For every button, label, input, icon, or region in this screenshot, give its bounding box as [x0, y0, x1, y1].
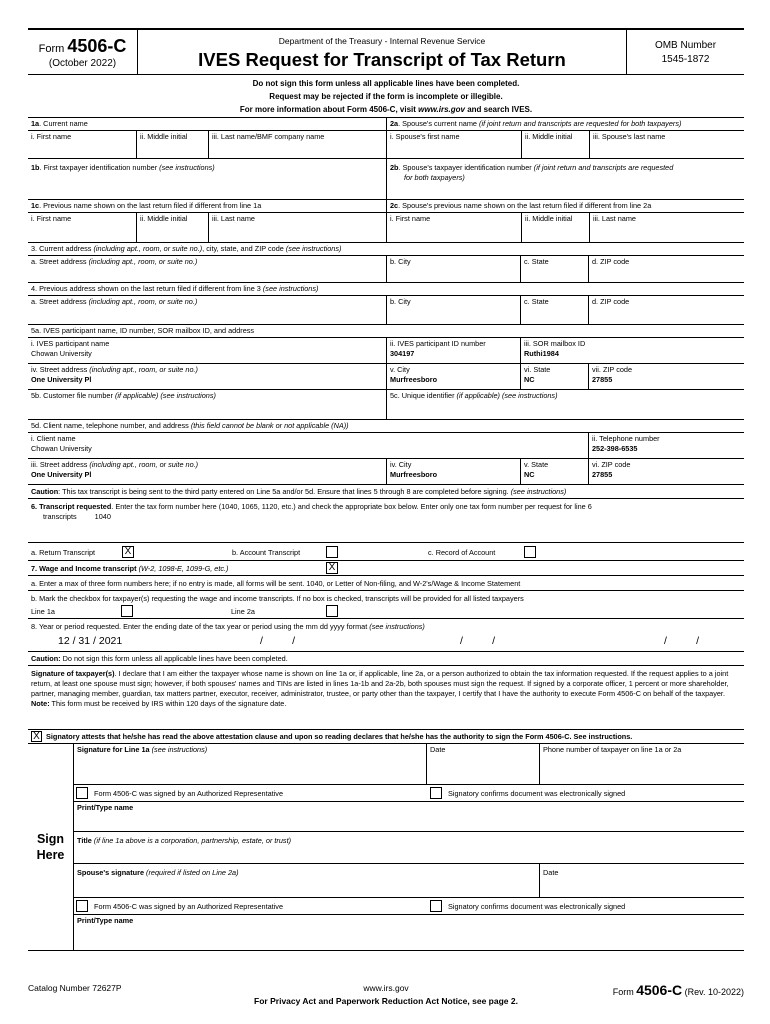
- ives-state-field[interactable]: vi. State NC: [520, 364, 588, 389]
- spouse-signature-field[interactable]: Spouse's signature (required if listed on Line 2a): [77, 868, 239, 877]
- line-2a-label: Line 2a: [231, 607, 255, 616]
- spouse-tin-field[interactable]: 2b. Spouse's taxpayer identification number (if joint return and transcripts are requested for both taxpayers): [386, 159, 744, 199]
- current-zip-field[interactable]: d. ZIP code: [588, 256, 744, 282]
- section-2c: [386, 200, 744, 242]
- title-field[interactable]: Title (if line 1a above is a corporation, partnership, estate, or trust): [74, 832, 744, 864]
- account-transcript-checkbox[interactable]: [326, 546, 338, 558]
- record-of-account-label: c. Record of Account: [428, 548, 496, 557]
- electronic-sign-label: Signatory confirms document was electronically signed: [448, 789, 626, 798]
- section-1c-2c: [28, 200, 744, 243]
- section-7b-label: b. Mark the checkbox for taxpayer(s) requesting the wage and income transcripts. If no box is checked, transcripts will be provided for all listed taxpayers: [31, 594, 524, 603]
- wage-income-checkbox[interactable]: X: [326, 562, 338, 574]
- record-of-account-checkbox[interactable]: [524, 546, 536, 558]
- period-1-field[interactable]: 12 / 31 / 2021: [58, 635, 123, 647]
- section-3-label: 3. Current address (including apt., room, or suite no.), city, state, and ZIP code (see instructions): [31, 244, 342, 253]
- previous-street-field[interactable]: a. Street address (including apt., room, or suite no.): [31, 297, 198, 306]
- section-2a-label: 2a. Spouse's current name (if joint return and transcripts are requested for both taxpayers): [390, 119, 682, 128]
- omb-box: [626, 30, 744, 74]
- account-transcript-label: b. Account Transcript: [232, 548, 301, 557]
- note-line-1: Do not sign this form unless all applicable lines have been completed.: [252, 79, 520, 88]
- section-4-label: 4. Previous address shown on the last return filed if different from line 3 (see instructions): [31, 284, 319, 293]
- period-3-field[interactable]: / /: [460, 635, 496, 647]
- ives-participant-id-field[interactable]: ii. IVES participant ID number 304197: [386, 338, 520, 363]
- taxpayer-phone-field[interactable]: Phone number of taxpayer on line 1a or 2a: [539, 744, 744, 784]
- current-middle-initial-field[interactable]: ii. Middle initial: [136, 131, 208, 158]
- tax-form-number-field[interactable]: 1040: [94, 512, 111, 521]
- unique-identifier-field[interactable]: 5c. Unique identifier (if applicable) (see instructions): [386, 390, 744, 419]
- previous-city-field[interactable]: b. City: [386, 296, 520, 324]
- omb-label: OMB Number: [654, 40, 717, 51]
- first-tin-field[interactable]: 1b. First taxpayer identification number (see instructions): [31, 163, 215, 172]
- client-state-field[interactable]: v. State NC: [520, 459, 588, 484]
- signature-date-field[interactable]: Date: [426, 744, 539, 784]
- form-title: IVES Request for Transcript of Tax Return: [198, 49, 566, 70]
- section-2c-label: 2c. Spouse's previous name shown on the last return filed if different from line 2a: [390, 201, 652, 210]
- section-6: 6. Transcript requested. Enter the tax form number here (1040, 1065, 1120, etc.) and check the appropriate box below. Enter only one tax form number per request for line 6 transcripts 1040: [28, 499, 744, 543]
- section-1a-label: 1a. Current name: [31, 119, 88, 128]
- section-1b-2b: [28, 159, 744, 200]
- ives-city-field[interactable]: v. City Murfreesboro: [386, 364, 520, 389]
- section-7: [28, 561, 744, 576]
- attestation-text: Signature of taxpayer(s). I declare that I am either the taxpayer whose name is shown on line 1a or, if applicable, line 2a, or a person authorized to obtain the tax information requested. If the request applies to a joint return, at least one spouse must sign; however, if both spouses' names and TINs are listed in lines 1a-1b and 2a-2b, both spouses must sign the request. If signed by a corporate officer, 1 percent or more shareholder, partner, managing member, guardian, tax matters partner, executor, receiver, administrator, trustee, or party other than the taxpayer, I certify that I have the authority to execute Form 4506-C on behalf of the taxpayer. Note: This form must be received by IRS within 120 days of the signature date.: [28, 666, 744, 730]
- current-state-field[interactable]: c. State: [520, 256, 588, 282]
- form-word: Form: [38, 43, 65, 55]
- caution-transcript: Caution: This tax transcript is being sent to the third party entered on Line 5a and/or 5d. Ensure that lines 5 through 8 are completed before signing. (see instructions): [28, 485, 744, 499]
- auth-rep-label: Form 4506-C was signed by an Authorized Representative: [94, 789, 284, 798]
- section-1c: [28, 200, 386, 242]
- electronic-sign-label-2: Signatory confirms document was electronically signed: [448, 902, 626, 911]
- line-1a-label: Line 1a: [31, 607, 55, 616]
- signatory-attest-checkbox[interactable]: X: [31, 731, 42, 742]
- form-title-box: [138, 30, 626, 74]
- period-2-field[interactable]: / /: [260, 635, 296, 647]
- spouse-previous-middle-initial-field[interactable]: ii. Middle initial: [521, 213, 589, 242]
- signatory-attest-label: Signatory attests that he/she has read the above attestation clause and upon so reading declares that he/she has the authority to sign the Form 4506-C. See instructions.: [46, 732, 633, 741]
- return-transcript-label: a. Return Transcript: [31, 548, 96, 557]
- section-7a: a. Enter a max of three form numbers here; if no entry is made, all forms will be sent. 1040, or Letter of Non-filing, and W-2's/Wage & Income Statement: [28, 576, 744, 591]
- section-2a: [386, 118, 744, 158]
- privacy-notice: For Privacy Act and Paperwork Reduction Act Notice, see page 2.: [254, 996, 518, 1006]
- section-7b: [28, 591, 744, 619]
- section-1a-2a: [28, 118, 744, 159]
- irs-url: www.irs.gov: [363, 983, 409, 993]
- previous-zip-field[interactable]: d. ZIP code: [588, 296, 744, 324]
- sor-mailbox-field[interactable]: iii. SOR mailbox ID Ruthi1984: [520, 338, 744, 363]
- caution-signing: Caution: Do not sign this form unless all applicable lines have been completed.: [28, 652, 744, 666]
- sign-fields: [74, 744, 744, 950]
- section-1a: [28, 118, 386, 158]
- section-8: [28, 619, 744, 652]
- previous-last-name-field[interactable]: iii. Last name: [208, 213, 386, 242]
- section-5b-5c: [28, 390, 744, 420]
- note-line-3: For more information about Form 4506-C, visit www.irs.gov and search IVES.: [239, 105, 533, 114]
- section-5d: [28, 420, 744, 485]
- auth-rep-checkbox-2[interactable]: [76, 900, 88, 912]
- client-zip-field[interactable]: vi. ZIP code 27855: [588, 459, 744, 484]
- spouse-first-name-field[interactable]: i. Spouse's first name: [390, 132, 460, 141]
- form-id-box: [28, 30, 138, 74]
- section-5a: [28, 325, 744, 390]
- form-revision: Form 4506-C (Rev. 10-2022): [612, 982, 744, 998]
- section-8-label: 8. Year or period requested. Enter the ending date of the tax year or period using the mm dd yyyy format (see instructions): [31, 622, 425, 631]
- note-line-2: Request may be rejected if the form is incomplete or illegible.: [269, 92, 503, 101]
- ives-zip-field[interactable]: vii. ZIP code 27855: [588, 364, 744, 389]
- department-label: Department of the Treasury - Internal Revenue Service: [278, 36, 486, 46]
- period-4-field[interactable]: / /: [664, 635, 700, 647]
- spouse-middle-initial-field[interactable]: ii. Middle initial: [521, 131, 589, 158]
- signature-line-1a-field[interactable]: Signature for Line 1a (see instructions): [77, 745, 208, 754]
- current-street-field[interactable]: a. Street address (including apt., room, or suite no.): [31, 257, 198, 266]
- form-body: [28, 117, 744, 951]
- electronic-sign-checkbox[interactable]: [430, 787, 442, 799]
- sign-here-block: [28, 744, 744, 951]
- section-1c-label: 1c. Previous name shown on the last return filed if different from line 1a: [31, 201, 262, 210]
- line-1a-checkbox[interactable]: [121, 605, 133, 617]
- form-date: (October 2022): [48, 58, 117, 69]
- ives-participant-name-field[interactable]: i. IVES participant name Chowan University: [31, 339, 110, 358]
- form-page: [28, 28, 744, 951]
- wage-income-label: 7. Wage and Income transcript (W-2, 1098-E, 1099-G, etc.): [31, 564, 229, 573]
- line-2a-checkbox[interactable]: [326, 605, 338, 617]
- client-city-field[interactable]: iv. City Murfreesboro: [386, 459, 520, 484]
- section-5a-label: 5a. IVES participant name, ID number, SOR mailbox ID, and address: [31, 326, 255, 335]
- print-name-field[interactable]: Print/Type name: [74, 802, 744, 832]
- customer-file-number-field[interactable]: 5b. Customer file number (if applicable) (see instructions): [31, 391, 216, 400]
- spouse-previous-last-name-field[interactable]: iii. Last name: [589, 213, 744, 242]
- omb-number: 1545-1872: [661, 54, 710, 65]
- client-name-field[interactable]: i. Client name Chowan University: [31, 434, 92, 453]
- spouse-date-field[interactable]: Date: [539, 864, 744, 897]
- auth-rep-checkbox[interactable]: [76, 787, 88, 799]
- client-phone-field[interactable]: ii. Telephone number 252-398-6535: [588, 433, 744, 458]
- spouse-last-name-field[interactable]: iii. Spouse's last name: [589, 131, 744, 158]
- form-number: 4506-C: [67, 36, 127, 56]
- auth-rep-label-2: Form 4506-C was signed by an Authorized Representative: [94, 902, 284, 911]
- client-street-field[interactable]: iii. Street address (including apt., room, or suite no.) One University Pl: [31, 460, 199, 479]
- current-last-name-field[interactable]: iii. Last name/BMF company name: [208, 131, 386, 158]
- current-city-field[interactable]: b. City: [386, 256, 520, 282]
- ives-street-field[interactable]: iv. Street address (including apt., room, or suite no.) One University Pl: [31, 365, 198, 384]
- sign-here-label: Sign Here: [28, 744, 74, 950]
- current-first-name-field[interactable]: i. First name: [31, 132, 72, 141]
- form-notes: [28, 75, 744, 117]
- previous-first-name-field[interactable]: i. First name: [31, 214, 72, 223]
- form-header: [28, 28, 744, 75]
- signatory-attest-row: [28, 730, 744, 744]
- previous-state-field[interactable]: c. State: [520, 296, 588, 324]
- section-3: [28, 243, 744, 283]
- previous-middle-initial-field[interactable]: ii. Middle initial: [136, 213, 208, 242]
- section-5d-label: 5d. Client name, telephone number, and address (this field cannot be blank or not applicable (NA)): [31, 421, 349, 430]
- spouse-previous-first-name-field[interactable]: i. First name: [390, 214, 431, 223]
- section-6-options: [28, 543, 744, 561]
- print-name-field-2[interactable]: Print/Type name: [77, 916, 134, 925]
- electronic-sign-checkbox-2[interactable]: [430, 900, 442, 912]
- section-4: [28, 283, 744, 325]
- catalog-number: Catalog Number 72627P: [28, 983, 122, 993]
- return-transcript-checkbox[interactable]: X: [122, 546, 134, 558]
